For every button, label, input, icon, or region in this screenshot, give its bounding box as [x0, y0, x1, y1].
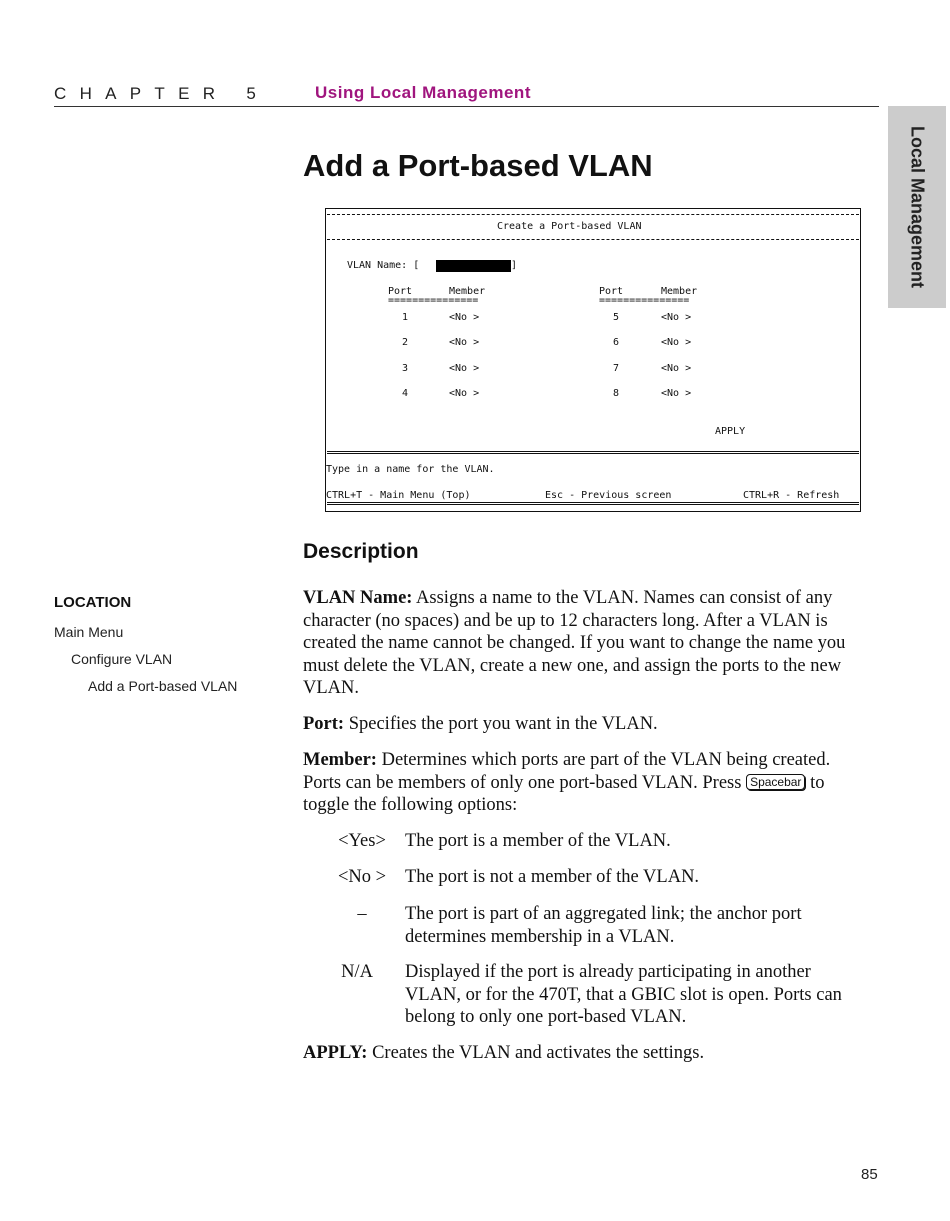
terminal-title: Create a Port-based VLAN [497, 221, 642, 232]
description-term: Port: [303, 714, 345, 734]
page-number: 85 [861, 1166, 878, 1183]
description-text: Determines which ports are part of the VLAN being created. Ports can be members of only one port-based VLAN. Press [303, 750, 831, 793]
previous-screen-shortcut[interactable]: Esc - Previous screen [545, 490, 672, 501]
port-member-value[interactable]: <No > [661, 312, 692, 323]
apply-description [303, 1042, 863, 1065]
port-member-value[interactable]: <No > [449, 312, 480, 323]
terminal-hint: Type in a name for the VLAN. [326, 464, 495, 475]
port-member-value[interactable]: <No > [449, 388, 480, 399]
location-path-item: Main Menu [54, 624, 124, 640]
port-member-value[interactable]: <No > [449, 363, 480, 374]
apply-command[interactable]: APPLY [715, 426, 746, 437]
option-text: The port is not a member of the VLAN. [405, 867, 700, 887]
port-description [303, 713, 863, 736]
port-number: 3 [402, 363, 409, 374]
refresh-shortcut[interactable]: CTRL+R - Refresh [743, 490, 840, 501]
port-number: 4 [402, 388, 409, 399]
port-number: 5 [613, 312, 620, 323]
description-term: Member: [303, 750, 377, 770]
terminal-rule [327, 502, 859, 505]
right-member-header: Member [661, 286, 698, 297]
option-term: – [357, 904, 367, 924]
terminal-screen [325, 208, 861, 512]
option-term: <No > [337, 867, 387, 887]
page-title: Add a Port-based VLAN [303, 148, 653, 183]
right-port-header: Port [599, 286, 624, 297]
left-port-header: Port [388, 286, 413, 297]
option-text: Displayed if the port is already participating in another VLAN, or for the 470T, that a GBIC slot is open. Ports can belong to only one port-based VLAN. [405, 962, 842, 1028]
port-number: 1 [402, 312, 409, 323]
description-text: Specifies the port you want in the VLAN. [348, 714, 658, 734]
left-header-underline: =============== [388, 295, 479, 306]
port-number: 8 [613, 388, 620, 399]
location-path-item: Configure VLAN [71, 651, 173, 667]
description-term: APPLY: [303, 1043, 368, 1063]
side-tab [888, 106, 946, 308]
right-header-underline: =============== [599, 295, 690, 306]
description-heading: Description [303, 540, 419, 563]
vlan-name-description [303, 587, 863, 700]
option-term: <Yes> [338, 831, 386, 851]
port-number: 6 [613, 337, 620, 348]
location-heading: LOCATION [54, 594, 132, 611]
option-text: The port is part of an aggregated link; the anchor port determines membership in a VLAN. [405, 904, 802, 947]
description-text: to toggle the following options: [303, 772, 825, 816]
vlan-name-label: VLAN Name: [ [347, 260, 420, 271]
side-tab-label: Local Management [907, 125, 928, 289]
port-number: 2 [402, 337, 409, 348]
terminal-rule [327, 451, 859, 454]
left-member-header: Member [449, 286, 486, 297]
terminal-rule [327, 239, 859, 240]
port-number: 7 [613, 363, 620, 374]
chapter-title: Using Local Management [315, 83, 531, 102]
location-path-item: Add a Port-based VLAN [88, 678, 238, 694]
description-term: VLAN Name: [303, 588, 413, 608]
vlan-name-field[interactable] [436, 260, 511, 272]
port-member-value[interactable]: <No > [449, 337, 480, 348]
port-member-value[interactable]: <No > [661, 363, 692, 374]
spacebar-key: Spacebar [746, 774, 805, 790]
main-menu-shortcut[interactable]: CTRL+T - Main Menu (Top) [326, 490, 471, 501]
member-description [303, 749, 863, 817]
port-member-value[interactable]: <No > [661, 337, 692, 348]
port-member-value[interactable]: <No > [661, 388, 692, 399]
running-header [54, 84, 879, 107]
description-text: Creates the VLAN and activates the settings. [372, 1043, 705, 1063]
option-term: N/A [341, 962, 373, 982]
vlan-name-bracket: ] [511, 260, 518, 271]
chapter-label: CHAPTER 5 [54, 84, 270, 103]
option-text: The port is a member of the VLAN. [405, 831, 671, 851]
description-text: Assigns a name to the VLAN. Names can consist of any character (no spaces) and be up to 12 characters long. After a VLAN is created the name cannot be changed. If you want to change the name you must delete the VLAN, create a new one, and assign the ports to the new VLAN. [303, 588, 846, 699]
terminal-rule [327, 214, 859, 215]
